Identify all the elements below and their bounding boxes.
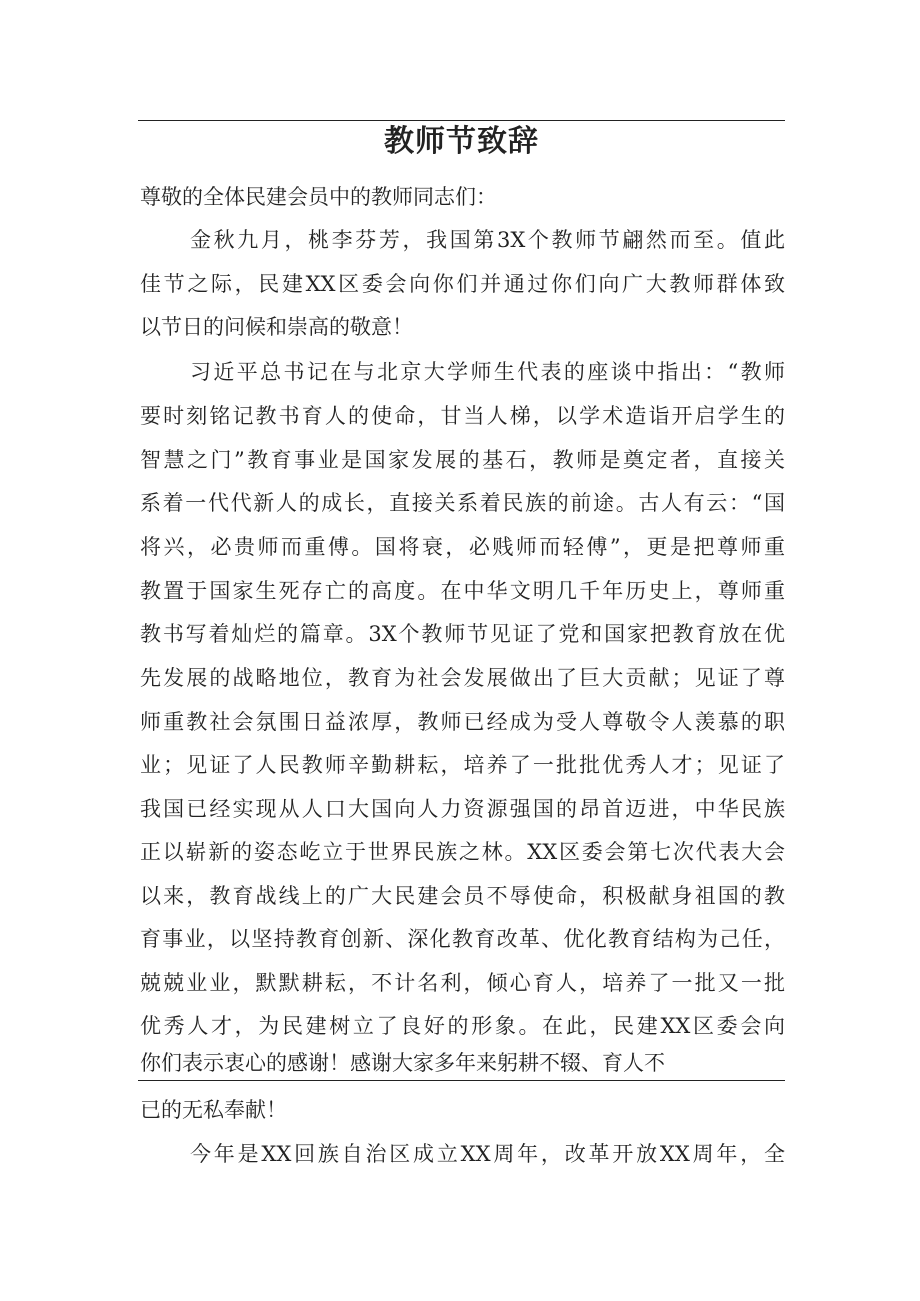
- body-line: 你们表示衷心的感谢！感谢大家多年来躬耕不辍、育人不: [140, 1051, 665, 1075]
- body-line: 教书写着灿烂的篇章。3X个教师节见证了党和国家把教育放在优: [140, 622, 785, 646]
- body-line: 以节日的问候和崇高的敬意！: [140, 315, 413, 339]
- body-line: 今年是XX回族自治区成立XX周年，改革开放XX周年，全: [190, 1142, 785, 1166]
- salutation: 尊敬的全体民建会员中的教师同志们：: [140, 185, 497, 209]
- body-line: 要时刻铭记教书育人的使命，甘当人梯，以学术造诣开启学生的: [140, 404, 785, 428]
- body-line: 系着一代代新人的成长，直接关系着民族的前途。古人有云：“国: [140, 491, 785, 515]
- body-line: 佳节之际，民建XX区委会向你们并通过你们向广大教师群体致: [140, 272, 785, 296]
- body-line: 育事业，以坚持教育创新、深化教育改革、优化教育结构为己任，: [140, 927, 785, 951]
- body-line: 以来，教育战线上的广大民建会员不辱使命，积极献身祖国的教: [140, 884, 785, 908]
- document-title: 教师节致辞: [384, 124, 539, 159]
- body-line: 智慧之门”教育事业是国家发展的基石，教师是奠定者，直接关: [140, 448, 785, 472]
- section-rule: [138, 1080, 785, 1081]
- body-line: 教置于国家生死存亡的高度。在中华文明几千年历史上，尊师重: [140, 579, 785, 603]
- body-line: 优秀人才，为民建树立了良好的形象。在此，民建XX区委会向: [140, 1014, 785, 1038]
- body-line: 先发展的战略地位，教育为社会发展做出了巨大贡献；见证了尊: [140, 666, 785, 690]
- body-line: 业；见证了人民教师辛勤耕耘，培养了一批批优秀人才；见证了: [140, 753, 785, 777]
- body-line: 师重教社会氛围日益浓厚，教师已经成为受人尊敬令人羡慕的职: [140, 710, 785, 734]
- body-line: 习近平总书记在与北京大学师生代表的座谈中指出：“教师: [190, 360, 785, 384]
- body-line: 正以崭新的姿态屹立于世界民族之林。XX区委会第七次代表大会: [140, 840, 785, 864]
- body-line: 将兴，必贵师而重傅。国将衰，必贱师而轻傅”，更是把尊师重: [140, 535, 785, 559]
- body-line: 兢兢业业，默默耕耘，不计名利，倾心育人，培养了一批又一批: [140, 971, 785, 995]
- body-line: 已的无私奉献！: [140, 1098, 287, 1122]
- body-line: 金秋九月，桃李芬芳，我国第3X个教师节翩然而至。值此: [190, 228, 785, 252]
- body-line: 我国已经实现从人口大国向人力资源强国的昂首迈进，中华民族: [140, 797, 785, 821]
